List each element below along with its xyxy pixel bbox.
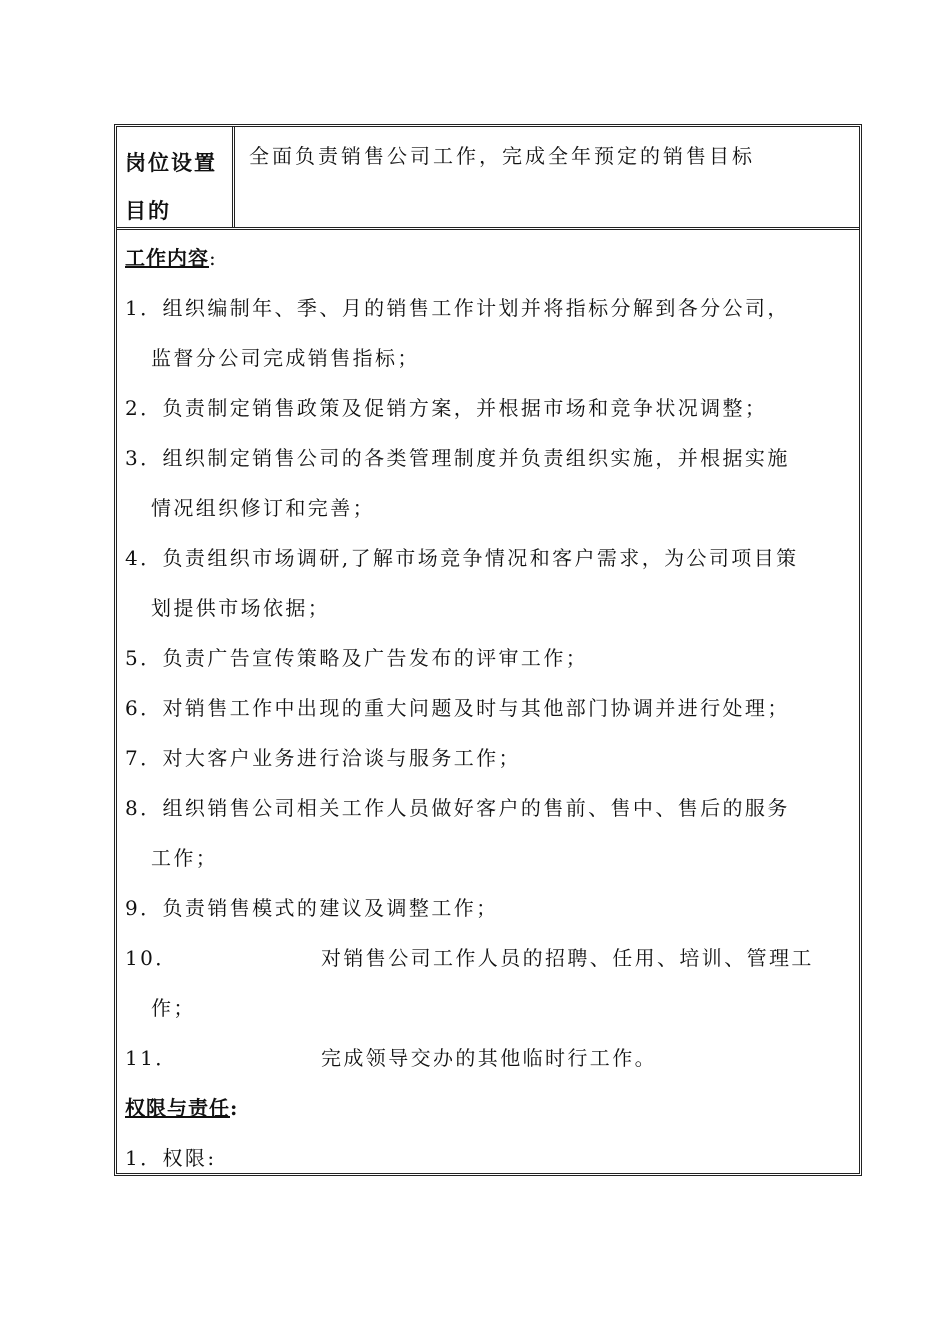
list-item [125, 883, 855, 933]
authority-first-item: 1．权限: [125, 1146, 217, 1170]
item-text: 组织制定销售公司的各类管理制度并负责组织实施，并根据实施 [162, 446, 790, 470]
item-number: 2． [125, 396, 163, 420]
list-item [125, 383, 855, 433]
item-number: 4． [125, 546, 163, 570]
item-number: 8． [125, 796, 163, 820]
item-text: 负责组织市场调研,了解市场竞争情况和客户需求，为公司项目策 [162, 546, 799, 570]
item-text: 组织编制年、季、月的销售工作计划并将指标分解到各分公司， [162, 296, 790, 320]
purpose-label: 岗位设置目的 [117, 127, 235, 227]
item-continuation: 监督分公司完成销售指标； [151, 346, 420, 370]
list-item [125, 933, 855, 983]
item-text: 对销售公司工作人员的招聘、任用、培训、管理工 [321, 946, 814, 970]
item-number: 3． [125, 446, 163, 470]
item-text: 完成领导交办的其他临时行工作。 [321, 1046, 657, 1070]
item-continuation: 情况组织修订和完善； [151, 496, 375, 520]
list-item [125, 683, 855, 733]
item-number: 1． [125, 296, 163, 320]
item-text: 对销售工作中出现的重大问题及时与其他部门协调并进行处理； [162, 696, 790, 720]
item-text: 负责销售模式的建议及调整工作； [162, 896, 499, 920]
item-number: 11． [125, 1046, 178, 1070]
list-item [125, 733, 855, 783]
list-item [125, 783, 855, 833]
item-continuation: 作； [151, 996, 196, 1020]
item-number: 6． [125, 696, 163, 720]
heading-colon: : [230, 1096, 240, 1120]
item-text: 组织销售公司相关工作人员做好客户的售前、售中、售后的服务 [162, 796, 790, 820]
item-text: 负责广告宣传策略及广告发布的评审工作； [162, 646, 589, 670]
item-number: 5． [125, 646, 163, 670]
list-item [125, 633, 855, 683]
item-text: 对大客户业务进行洽谈与服务工作； [162, 746, 521, 770]
work-content-heading: 工作内容 [125, 246, 209, 270]
item-continuation: 划提供市场依据； [151, 596, 331, 620]
work-content-heading-line [125, 233, 855, 283]
list-item [125, 433, 855, 483]
item-number: 10． [125, 946, 178, 970]
work-content-section [117, 233, 859, 1173]
authority-heading: 权限与责任 [125, 1096, 230, 1120]
purpose-text: 全面负责销售公司工作，完成全年预定的销售目标 [249, 144, 755, 168]
item-number: 7． [125, 746, 163, 770]
purpose-row [117, 127, 859, 230]
item-text: 负责制定销售政策及促销方案，并根据市场和竞争状况调整； [162, 396, 768, 420]
list-item [125, 533, 855, 583]
item-continuation: 工作； [151, 846, 219, 870]
heading-colon: : [209, 246, 219, 270]
job-description-table [114, 124, 862, 1176]
list-item [125, 283, 855, 333]
authority-heading-line [125, 1083, 855, 1133]
list-item [125, 1033, 855, 1083]
item-number: 9． [125, 896, 163, 920]
